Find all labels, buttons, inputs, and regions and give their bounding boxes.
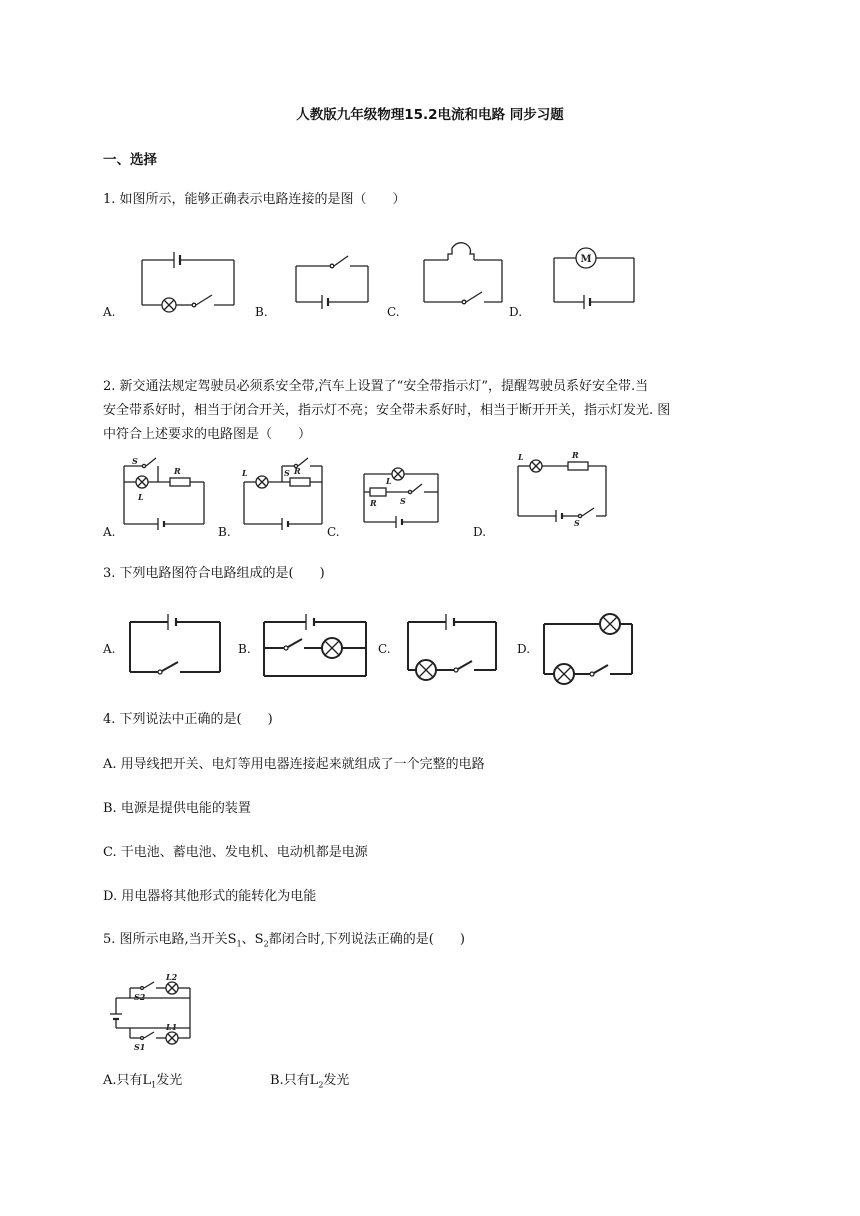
- q1-option-b-label: B.: [255, 305, 268, 319]
- q5-circuit: [106, 972, 200, 1052]
- q2-circuit-a: [118, 452, 210, 532]
- q2-circuit-c: [358, 460, 448, 530]
- q2b-lamp-label: L: [242, 468, 248, 478]
- q5-sub-1: 1: [236, 939, 242, 949]
- q5-text-after: 都闭合时,下列说法正确的是( ): [268, 932, 465, 947]
- q2b-resistor-label: R: [294, 466, 301, 476]
- motor-label: M: [580, 254, 592, 265]
- q2b-switch-label: S: [284, 468, 290, 478]
- q5-choice-b: [270, 1069, 349, 1098]
- q1-circuit-b: [292, 250, 372, 310]
- q1-option-d-label: D.: [509, 305, 523, 319]
- q2d-lamp-label: L: [518, 452, 524, 462]
- q5-l1-label: L1: [166, 1022, 178, 1032]
- q1-circuit-c: [418, 240, 508, 310]
- q5-choice-a: [103, 1069, 182, 1098]
- q4-choice-a: A. 用导线把开关、电灯等用电器连接起来就组成了一个完整的电路: [103, 757, 485, 772]
- q3-option-c-label: C.: [378, 642, 391, 656]
- q2c-resistor-label: R: [370, 498, 377, 508]
- q5-choice-b-sub: 2: [318, 1080, 324, 1090]
- q2a-switch-label: S: [132, 456, 138, 466]
- q3-circuit-d: [536, 610, 640, 692]
- q5-sub-2: 2: [263, 939, 269, 949]
- q5-choice-a-sub: 1: [151, 1080, 157, 1090]
- q1-circuit-d: [548, 242, 640, 312]
- q3-option-b-label: B.: [238, 642, 251, 656]
- q2-option-c-label: C.: [327, 525, 340, 539]
- q5-l2-label: L2: [166, 972, 178, 982]
- q2c-lamp-label: L: [386, 476, 392, 486]
- q2-option-a-label: A.: [103, 525, 116, 539]
- q3-circuit-a: [124, 610, 226, 680]
- q2a-resistor-label: R: [174, 466, 181, 476]
- q2d-switch-label: S: [574, 518, 580, 526]
- q5-choice-a-text: A.只有L: [103, 1073, 152, 1088]
- q2a-lamp-label: L: [138, 492, 144, 502]
- question-3: 3. 下列电路图符合电路组成的是( ): [103, 566, 325, 581]
- question-2: [103, 375, 763, 447]
- q2-option-d-label: D.: [473, 525, 487, 539]
- q2-option-b-label: B.: [218, 525, 231, 539]
- q1-option-a-label: A.: [103, 305, 116, 319]
- q1-circuit-a: [130, 240, 242, 322]
- q5-sep: 、S: [241, 932, 264, 947]
- q2c-switch-label: S: [400, 496, 406, 506]
- q2-circuit-d: [510, 450, 614, 526]
- question-2-line-2: 安全带系好时，相当于闭合开关，指示灯不亮；安全带未系好时，相当于断开开关，指示灯发光. 图: [103, 403, 671, 418]
- page-title: 人教版九年级物理15.2电流和电路 同步习题: [296, 107, 564, 123]
- q1-option-c-label: C.: [387, 305, 400, 319]
- q3-option-d-label: D.: [517, 642, 531, 656]
- q5-s1-label: S1: [134, 1042, 146, 1052]
- q5-choice-b-text: B.只有L: [270, 1073, 319, 1088]
- q4-choice-c: C. 干电池、蓄电池、发电机、电动机都是电源: [103, 845, 368, 860]
- q5-s2-label: S2: [134, 992, 146, 1002]
- q3-circuit-b: [258, 610, 372, 682]
- question-1: 1. 如图所示，能够正确表示电路连接的是图（ ）: [103, 192, 406, 207]
- question-4: 4. 下列说法中正确的是( ): [103, 712, 273, 727]
- q5-text-before: 5. 图所示电路,当开关S: [103, 932, 237, 947]
- q3-circuit-c: [400, 610, 504, 690]
- q4-choice-d: D. 用电器将其他形式的能转化为电能: [103, 889, 317, 904]
- q3-option-a-label: A.: [103, 642, 116, 656]
- q2d-resistor-label: R: [572, 450, 579, 460]
- q5-choice-b-after: 发光: [323, 1073, 350, 1088]
- section-heading: 一、选择: [103, 152, 157, 168]
- question-5: [103, 928, 465, 957]
- q4-choice-b: B. 电源是提供电能的装置: [103, 801, 251, 816]
- q5-choice-a-after: 发光: [156, 1073, 183, 1088]
- question-2-line-1: 2. 新交通法规定驾驶员必须系安全带,汽车上设置了“安全带指示灯”，提醒驾驶员系好安全带.当: [103, 379, 649, 394]
- question-2-line-3: 中符合上述要求的电路图是（ ）: [103, 427, 312, 442]
- q2-circuit-b: [238, 452, 328, 532]
